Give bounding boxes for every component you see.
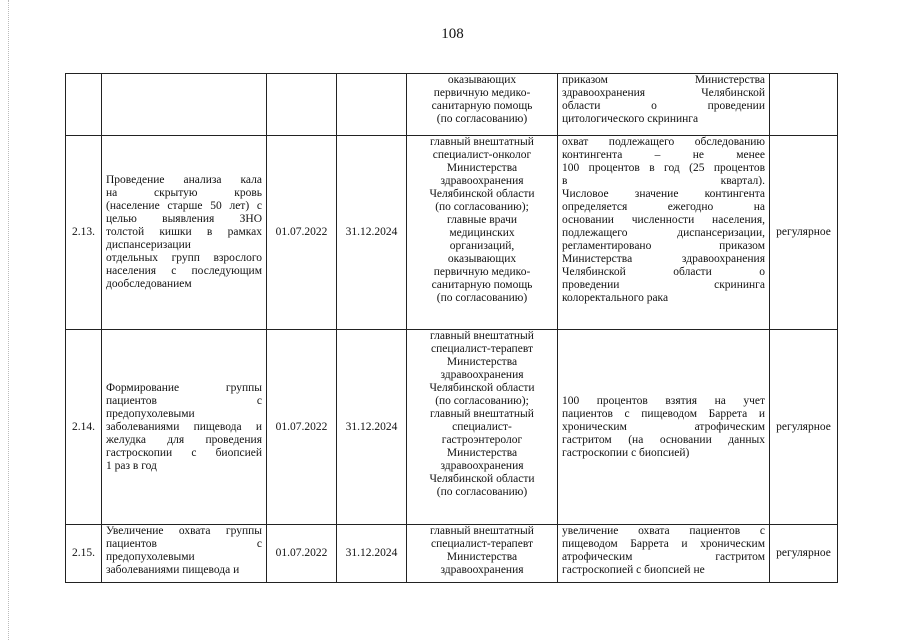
plan-table [65, 73, 838, 583]
cell-line: пищеводом Баррета и хроническим [562, 538, 765, 550]
cell-start-date: 01.07.2022 [267, 136, 337, 330]
cell-line: здравоохранения [440, 460, 524, 472]
cell-line: Министерства [446, 551, 518, 563]
cell-end-date [337, 74, 407, 136]
cell-line: гастроскопии с биопсией [106, 446, 262, 459]
cell-line: первичную медико- [433, 266, 531, 278]
cell-line: (по согласованию) [436, 292, 528, 304]
cell-result [558, 74, 770, 136]
cell-line: предопухолевыми [106, 551, 195, 563]
table-row [66, 136, 838, 330]
cell-line: первичную медико- [433, 87, 531, 99]
cell-line: охват подлежащего обследованию [562, 136, 765, 148]
cell-line: гастроэнтеролог [441, 434, 523, 446]
cell-responsible [407, 136, 558, 330]
cell-line: организаций, [449, 240, 515, 252]
cell-event [102, 136, 267, 330]
cell-number: 2.13. [66, 136, 102, 330]
cell-line: (по согласованию); [435, 395, 529, 407]
cell-event [102, 74, 267, 136]
cell-line: населения с последующим [106, 265, 262, 277]
cell-line: определяется ежегодно на [562, 201, 765, 213]
cell-line: дообследованием [106, 278, 192, 290]
cell-line: пациентов с [106, 394, 262, 407]
table-row [66, 525, 838, 583]
cell-line: специалист-терапевт [431, 538, 533, 550]
cell-line: Челябинской области [429, 473, 535, 485]
cell-line: желудка для проведения [106, 433, 262, 446]
cell-line: главный внештатный [430, 408, 534, 420]
cell-line: отдельных групп взрослого [106, 252, 262, 264]
cell-line: здравоохранения [440, 175, 524, 187]
cell-line: главный внештатный [430, 330, 534, 342]
cell-line: заболеваниями пищевода и [106, 420, 262, 433]
cell-end-date: 31.12.2024 [337, 330, 407, 525]
cell-line: увеличение охвата пациентов с [562, 525, 765, 537]
cell-number: 2.14. [66, 330, 102, 525]
cell-line: толстой кишки в рамках [106, 226, 262, 238]
cell-periodicity: регулярное [770, 136, 838, 330]
cell-line: Увеличение охвата группы [106, 525, 262, 537]
cell-start-date: 01.07.2022 [267, 525, 337, 583]
cell-line: Челябинской области о [562, 266, 765, 278]
cell-line: предопухолевыми [106, 407, 195, 420]
cell-line: главный внештатный [430, 136, 534, 148]
cell-line: атрофическим гастритом [562, 551, 765, 563]
cell-line: Проведение анализа кала [106, 174, 262, 186]
table-row [66, 74, 838, 136]
cell-line: здравоохранения Челябинской [562, 87, 765, 99]
cell-line: области о проведении [562, 100, 765, 112]
cell-line: Формирование группы [106, 381, 262, 394]
cell-number [66, 74, 102, 136]
cell-event [102, 330, 267, 525]
cell-line: Числовое значение контингента [562, 188, 765, 200]
cell-line: 100 процентов взятия на учет [562, 394, 765, 407]
cell-line: в квартал). [562, 175, 765, 187]
cell-line: приказом Министерства [562, 74, 765, 86]
cell-line: 1 раз в год [106, 459, 157, 472]
cell-line: Челябинской области [429, 188, 535, 200]
cell-result [558, 136, 770, 330]
cell-line: оказывающих [447, 253, 517, 265]
cell-line: подлежащего диспансеризации, [562, 227, 765, 239]
cell-line: здравоохранения [440, 564, 524, 576]
cell-line: заболеваниями пищевода и [106, 564, 240, 576]
cell-line: диспансеризации [106, 239, 191, 251]
cell-line: специалист-онколог [432, 149, 532, 161]
cell-periodicity [770, 74, 838, 136]
cell-result [558, 525, 770, 583]
cell-line: контингента – не менее [562, 149, 765, 161]
cell-line: пациентов с пищеводом Баррета и [562, 407, 765, 420]
cell-line: Челябинской области [429, 382, 535, 394]
cell-line: главные врачи [446, 214, 518, 226]
cell-line: Министерства [446, 162, 518, 174]
cell-line: оказывающих [447, 74, 517, 86]
cell-line: санитарную помощь [431, 100, 533, 112]
cell-result [558, 330, 770, 525]
cell-line: (по согласованию) [436, 113, 528, 125]
cell-responsible [407, 74, 558, 136]
cell-line: целью выявления ЗНО [106, 213, 262, 225]
cell-start-date [267, 74, 337, 136]
cell-line: гастроскопии с биопсией) [562, 446, 690, 459]
cell-line: регламентировано приказом [562, 240, 765, 252]
cell-event [102, 525, 267, 583]
cell-line: пациентов с [106, 538, 262, 550]
cell-periodicity: регулярное [770, 330, 838, 525]
cell-line: хроническим атрофическим [562, 420, 765, 433]
cell-line: проведении скрининга [562, 279, 765, 291]
cell-line: цитологического скрининга [562, 113, 699, 125]
cell-line: 100 процентов в год (25 процентов [562, 162, 765, 174]
cell-line: специалист-терапевт [431, 343, 533, 355]
cell-line: (по согласованию) [436, 486, 528, 498]
cell-line: здравоохранения [440, 369, 524, 381]
cell-line: Министерства [446, 447, 518, 459]
cell-line: на скрытую кровь [106, 187, 262, 199]
cell-line: гастроскопией с биопсией не [562, 564, 705, 576]
cell-responsible [407, 330, 558, 525]
cell-end-date: 31.12.2024 [337, 525, 407, 583]
cell-line: Министерства [446, 356, 518, 368]
cell-line: (по согласованию); [435, 201, 529, 213]
cell-line: санитарную помощь [431, 279, 533, 291]
cell-line: медицинских [449, 227, 515, 239]
cell-line: главный внештатный [430, 525, 534, 537]
cell-line: гастритом (на основании данных [562, 433, 765, 446]
cell-line: Министерства здравоохранения [562, 253, 765, 265]
cell-periodicity: регулярное [770, 525, 838, 583]
page-number: 108 [441, 26, 464, 42]
cell-responsible [407, 525, 558, 583]
table-row [66, 330, 838, 525]
scan-edge-line [8, 0, 10, 640]
cell-line: колоректального рака [562, 292, 669, 304]
cell-number: 2.15. [66, 525, 102, 583]
cell-start-date: 01.07.2022 [267, 330, 337, 525]
cell-line: специалист- [452, 421, 512, 433]
cell-line: (население старше 50 лет) с [106, 200, 262, 212]
cell-line: основании численности населения, [562, 214, 765, 226]
cell-end-date: 31.12.2024 [337, 136, 407, 330]
